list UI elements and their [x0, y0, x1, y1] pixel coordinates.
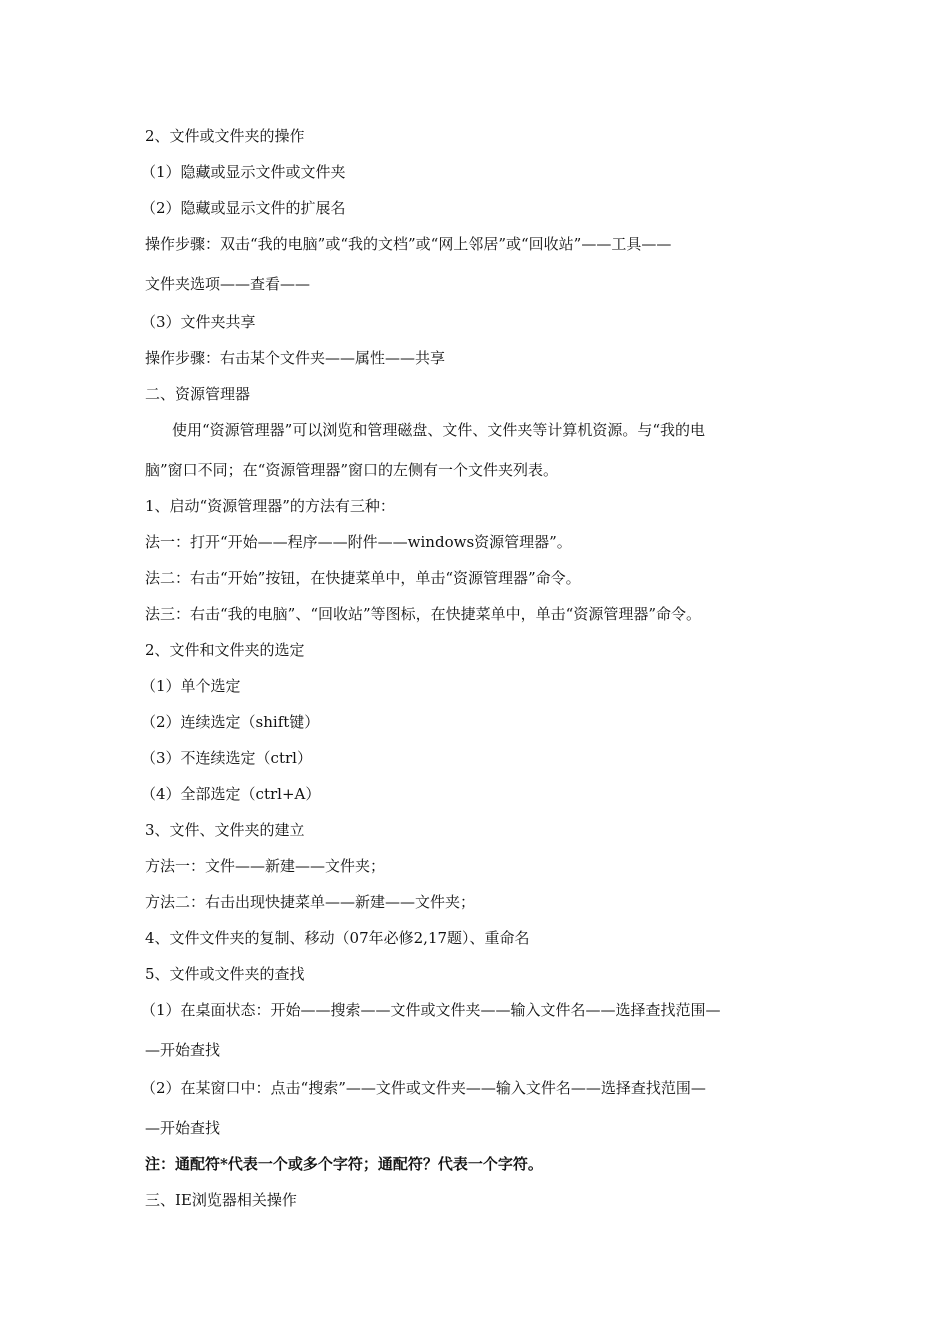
- heading-file-selection: 2、文件和文件夹的选定: [145, 641, 305, 659]
- paragraph-resource-manager-intro: 使用“资源管理器”可以浏览和管理磁盘、文件、文件夹等计算机资源。与“我的电: [172, 421, 706, 439]
- list-item-folder-sharing: （3）文件夹共享: [141, 313, 256, 331]
- create-method-one: 方法一：文件——新建——文件夹；: [145, 857, 386, 875]
- list-item-hide-show-extension: （2）隐藏或显示文件的扩展名: [141, 199, 346, 217]
- heading-copy-move-rename: 4、文件文件夹的复制、移动（07年必修2,17题）、重命名: [145, 929, 530, 947]
- search-window: （2）在某窗口中：点击“搜索”——文件或文件夹——输入文件名——选择查找范围—: [141, 1079, 706, 1097]
- search-desktop: （1）在桌面状态：开始——搜索——文件或文件夹——输入文件名——选择查找范围—: [141, 1001, 721, 1019]
- list-item-single-select: （1）单个选定: [141, 677, 241, 695]
- search-desktop-cont: —开始查找: [145, 1041, 221, 1059]
- list-item-noncontinuous-select: （3）不连续选定（ctrl）: [141, 749, 312, 767]
- heading-ie-browser: 三、IE浏览器相关操作: [145, 1191, 297, 1209]
- method-two: 法二：右击“开始”按钮，在快捷菜单中，单击“资源管理器”命令。: [145, 569, 581, 587]
- list-item-hide-show-files: （1）隐藏或显示文件或文件夹: [141, 163, 346, 181]
- method-three: 法三：右击“我的电脑”、“回收站”等图标，在快捷菜单中，单击“资源管理器”命令。: [145, 605, 702, 623]
- paragraph-resource-manager-intro-cont: 脑”窗口不同；在“资源管理器”窗口的左侧有一个文件夹列表。: [145, 461, 559, 479]
- create-method-two: 方法二：右击出现快捷菜单——新建——文件夹；: [145, 893, 476, 911]
- wildcard-note: 注：通配符*代表一个或多个字符；通配符？代表一个字符。: [145, 1155, 543, 1173]
- heading-resource-manager: 二、资源管理器: [145, 385, 251, 403]
- paragraph-steps-1-cont: 文件夹选项——查看——: [145, 275, 311, 293]
- paragraph-steps-2: 操作步骤：右击某个文件夹——属性——共享: [145, 349, 446, 367]
- search-window-cont: —开始查找: [145, 1119, 221, 1137]
- paragraph-steps-1: 操作步骤：双击“我的电脑”或“我的文档”或“网上邻居”或“回收站”——工具——: [145, 235, 672, 253]
- list-item-select-all: （4）全部选定（ctrl+A）: [141, 785, 321, 803]
- heading-file-folder-operations: 2、文件或文件夹的操作: [145, 127, 305, 145]
- heading-start-resource-manager: 1、启动“资源管理器”的方法有三种：: [145, 497, 395, 515]
- heading-create-folder: 3、文件、文件夹的建立: [145, 821, 305, 839]
- heading-search: 5、文件或文件夹的查找: [145, 965, 305, 983]
- method-one: 法一：打开“开始——程序——附件——windows资源管理器”。: [145, 533, 572, 551]
- list-item-continuous-select: （2）连续选定（shift键）: [141, 713, 320, 731]
